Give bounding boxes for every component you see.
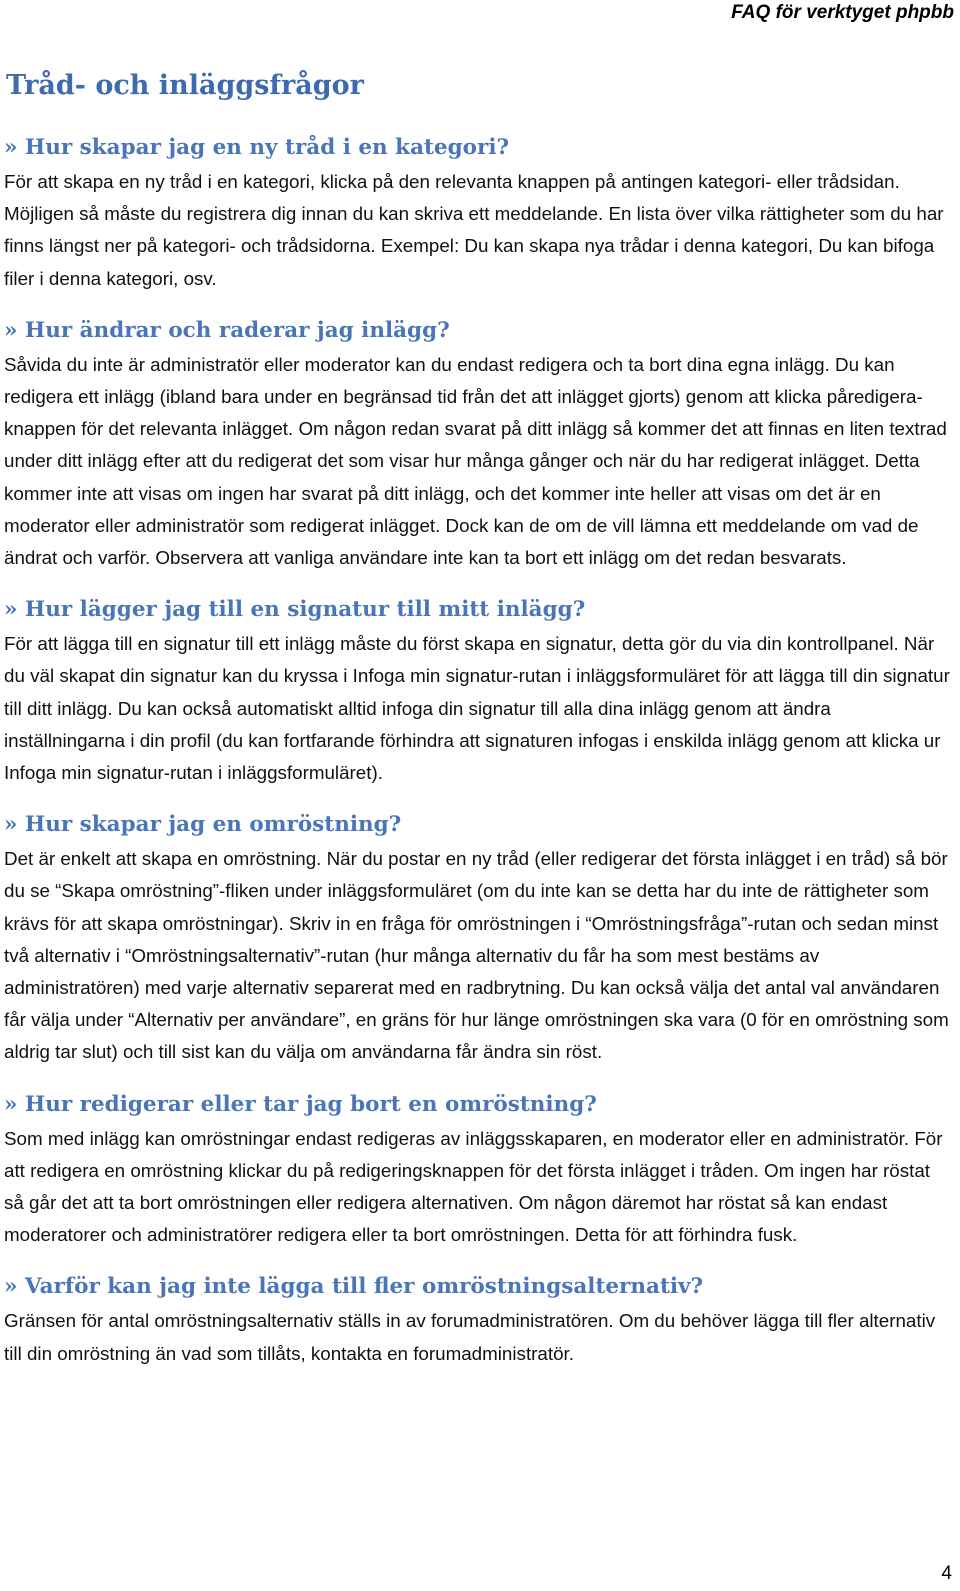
faq-answer: Gränsen för antal omröstningsalternativ ställs in av forumadministratören. Om du behöver lägga till fler alternativ till din omröstning än vad som tillåts, kontakta en forumadministratör.	[4, 1310, 936, 1364]
faq-section-poll-options	[4, 1269, 954, 1369]
faq-answer: För att skapa en ny tråd i en kategori, klicka på den relevanta knappen på antingen kategori- eller trådsidan. Möjligen så måste du registrera dig innan du kan skriva ett meddelande. En lista över vilka rättigheter som du har finns längst ner på kategori- och trådsidorna. Exempel: Du kan skapa nya trådar i denna kategori, Du kan bifoga filer i denna kategori, osv.	[4, 171, 944, 289]
faq-question: » Hur skapar jag en omröstning?	[4, 812, 402, 838]
faq-content	[4, 130, 954, 1388]
faq-question: » Hur lägger jag till en signatur till mitt inlägg?	[4, 597, 586, 623]
page-title: Tråd- och inläggsfrågor	[6, 70, 364, 101]
faq-answer: Det är enkelt att skapa en omröstning. När du postar en ny tråd (eller redigerar det första inlägget i en tråd) så bör du se “Skapa omröstning”-fliken under inläggsformuläret (om du inte kan se detta har du inte de rättigheter som krävs för att skapa omröstningar). Skriv in en fråga för omröstningen i “Omröstningsfråga”-rutan och sedan minst två alternativ i “Omröstningsalternativ”-rutan (hur många alternativ du får ha som mest bestäms av administratören) med varje alternativ separerat med en radbrytning. Du kan också välja det antal val användaren får välja under “Alternativ per användare”, en gräns för hur länge omröstningen ska vara (0 för en omröstning som aldrig tar slut) och till sist kan du välja om användarna får ändra sin röst.	[4, 848, 949, 1063]
faq-section-signature	[4, 592, 954, 789]
faq-section-create-poll	[4, 807, 954, 1068]
faq-question: » Hur skapar jag en ny tråd i en kategori?	[4, 135, 510, 160]
faq-section-create-thread	[4, 130, 954, 295]
faq-section-edit-delete-post	[4, 313, 954, 574]
faq-section-edit-poll	[4, 1087, 954, 1252]
faq-answer: För att lägga till en signatur till ett inlägg måste du först skapa en signatur, detta gör du via din kontrollpanel. När du väl skapat din signatur kan du kryssa i Infoga min signatur-rutan i inläggsformuläret för att lägga till din signatur till ditt inlägg. Du kan också automatiskt alltid infoga din signatur till alla dina inlägg genom att ändra inställningarna i din profil (du kan fortfarande förhindra att signaturen infogas i enskilda inlägg genom att klicka ur Infoga min signatur-rutan i inläggsformuläret).	[4, 633, 950, 784]
faq-answer: Såvida du inte är administratör eller moderator kan du endast redigera och ta bort dina egna inlägg. Du kan redigera ett inlägg (ibland bara under en begränsad tid från det att inlägget gjorts) genom att klicka påredigera-knappen för det relevanta inlägget. Om någon redan svarat på ditt inlägg så kommer det att finnas en liten textrad under ditt inlägg efter att du redigerat det som visar hur många gånger och när du har redigerat inlägget. Detta kommer inte att visas om ingen har svarat på ditt inlägg, och det kommer inte heller att visas om det är en moderator eller administratör som redigerat inlägget. Dock kan de om de vill lämna ett meddelande om vad de ändrat och varför. Observera att vanliga användare inte kan ta bort ett inlägg om det redan besvarats.	[4, 353, 947, 569]
faq-answer: Som med inlägg kan omröstningar endast redigeras av inläggsskaparen, en moderator eller en administratör. För att redigera en omröstning klickar du på redigeringsknappen för det första inlägget i tråden. Om ingen har röstat så går det att ta bort omröstningen eller redigera alternativen. Om någon däremot har röstat så kan endast moderatorer och administratörer redigera eller ta bort omröstningen. Detta för att förhindra fusk.	[4, 1127, 943, 1246]
faq-question: » Varför kan jag inte lägga till fler omröstningsalternativ?	[4, 1274, 704, 1300]
running-header: FAQ för verktyget phpbb	[731, 2, 954, 23]
page-number: 4	[941, 1563, 952, 1584]
faq-question: » Hur ändrar och raderar jag inlägg?	[4, 317, 450, 343]
faq-question: » Hur redigerar eller tar jag bort en omröstning?	[4, 1091, 597, 1117]
